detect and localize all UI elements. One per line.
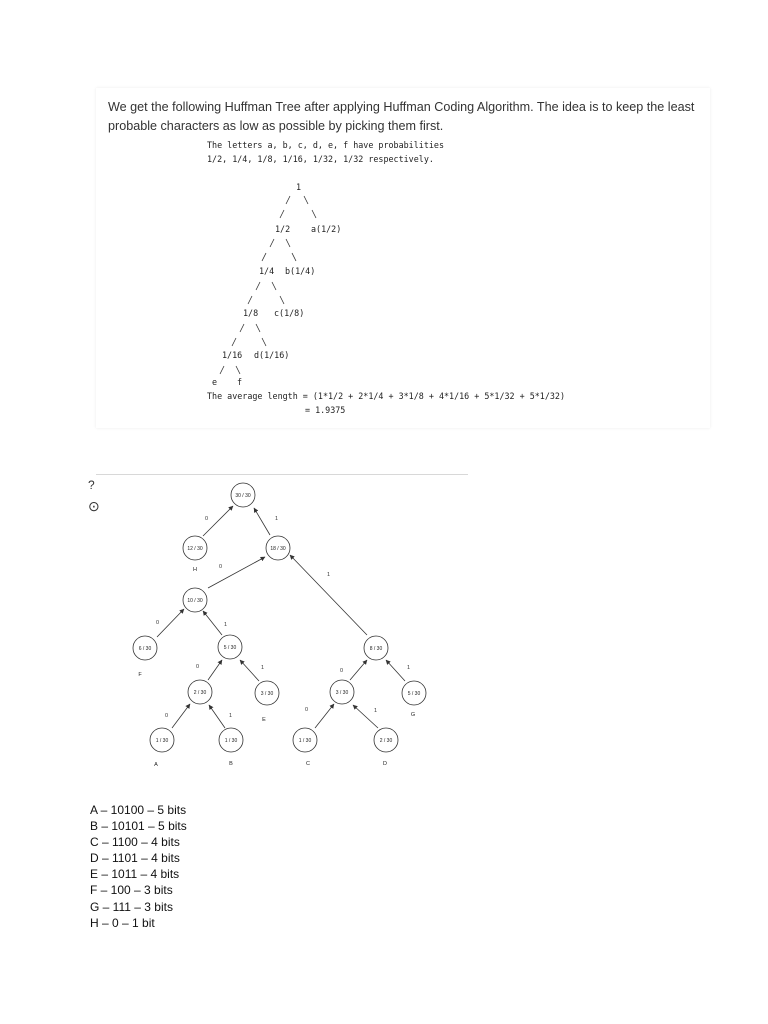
node-label: 6 / 30 (138, 646, 152, 652)
ascii-leaf-b: b(1/4) (285, 266, 316, 276)
node-label: 1 / 30 (224, 738, 238, 744)
ascii-node-quarter: 1/4 (259, 266, 275, 276)
node-label: 2 / 30 (379, 738, 393, 744)
node-label: 1 / 30 (298, 738, 312, 744)
code-line-b: B – 10101 – 5 bits (90, 819, 187, 834)
edge-b-2 (209, 705, 225, 728)
node-label: 5 / 30 (407, 691, 421, 697)
edge-label-0: 0 (196, 664, 200, 670)
edge-6-10 (157, 609, 184, 637)
intro-paragraph: We get the following Huffman Tree after applying Huffman Coding Algorithm. The idea is to keep the least probable characters as low as possible by picking them first. (108, 100, 695, 133)
code-line-d: D – 1101 – 4 bits (90, 851, 180, 866)
code-line-c: C – 1100 – 4 bits (90, 835, 180, 850)
edge-label-0: 0 (205, 516, 209, 522)
code-line-g: G – 111 – 3 bits (90, 899, 173, 914)
ascii-leaf-f: f (237, 377, 243, 387)
node-label: 30 / 30 (235, 493, 251, 499)
code-line-e: E – 1011 – 4 bits (90, 867, 180, 882)
leaf-letter-c: C (306, 761, 310, 767)
edge-label-0: 0 (156, 620, 160, 626)
code-line-h: H – 0 – 1 bit (90, 915, 155, 930)
cropped-glyph-bottom: ⊙ (88, 498, 100, 514)
edge-label-1: 1 (327, 572, 331, 578)
edge-c-3 (315, 704, 334, 728)
edge-3-8 (350, 660, 367, 680)
node-label: 3 / 30 (335, 690, 349, 696)
ascii-line-2: 1/2, 1/4, 1/8, 1/16, 1/32, 1/32 respectively. (207, 154, 434, 164)
leaf-letter-g: G (410, 712, 416, 718)
leaf-letter-f: F (138, 672, 142, 678)
edge-label-1: 1 (374, 708, 378, 714)
ascii-line-1: The letters a, b, c, d, e, f have probabilities (207, 140, 444, 150)
node-label: 8 / 30 (369, 646, 383, 652)
node-label: 1 / 30 (155, 738, 169, 744)
ascii-node-half: 1/2 (275, 224, 291, 234)
edge-5-10 (203, 611, 222, 635)
ascii-average-length: The average length = (1*1/2 + 2*1/4 + 3*1/8 + 4*1/16 + 5*1/32 + 5*1/32) (207, 391, 565, 401)
leaf-letter-b: B (229, 761, 233, 767)
leaf-letter-a: A (154, 762, 158, 768)
edge-g-8 (386, 660, 405, 681)
code-line-f: F – 100 – 3 bits (90, 883, 173, 898)
edge-label-1: 1 (224, 622, 228, 628)
edge-8-18 (290, 555, 367, 635)
ascii-leaf-e: e (212, 377, 218, 387)
ascii-leaf-a: a(1/2) (311, 224, 342, 234)
edge-e-5 (240, 660, 259, 681)
node-label: 18 / 30 (270, 546, 286, 552)
edge-label-1: 1 (261, 665, 265, 671)
edge-label-0: 0 (340, 668, 344, 674)
node-label: 12 / 30 (187, 546, 203, 552)
node-label: 10 / 30 (187, 598, 203, 604)
code-list (90, 802, 187, 931)
ascii-average-result: = 1.9375 (305, 405, 346, 415)
leaf-letter-h: H (193, 567, 197, 573)
edge-2-5 (208, 660, 222, 680)
ascii-leaf-d: d(1/16) (254, 350, 290, 360)
edge-label-1: 1 (275, 516, 279, 522)
edge-label-1: 1 (407, 665, 411, 671)
code-line-a: A – 10100 – 5 bits (90, 803, 187, 817)
node-label: 5 / 30 (223, 645, 237, 651)
edge-label-0: 0 (165, 713, 169, 719)
ascii-node-sixteenth: 1/16 (222, 350, 243, 360)
edge-a-2 (172, 704, 190, 728)
ascii-root: 1 (296, 182, 302, 192)
edge-label-0: 0 (219, 564, 223, 570)
ascii-node-eighth: 1/8 (243, 308, 259, 318)
leaf-letter-d: D (383, 761, 387, 767)
edge-10-18 (208, 557, 265, 588)
ascii-leaf-c: c(1/8) (274, 308, 305, 318)
edge-label-1: 1 (229, 713, 233, 719)
cropped-glyph-top: ? (88, 478, 95, 492)
leaf-letter-e: E (262, 717, 266, 723)
node-label: 2 / 30 (193, 690, 207, 696)
edge-18-root (254, 508, 270, 535)
edge-label-0: 0 (305, 707, 309, 713)
node-label: 3 / 30 (260, 691, 274, 697)
